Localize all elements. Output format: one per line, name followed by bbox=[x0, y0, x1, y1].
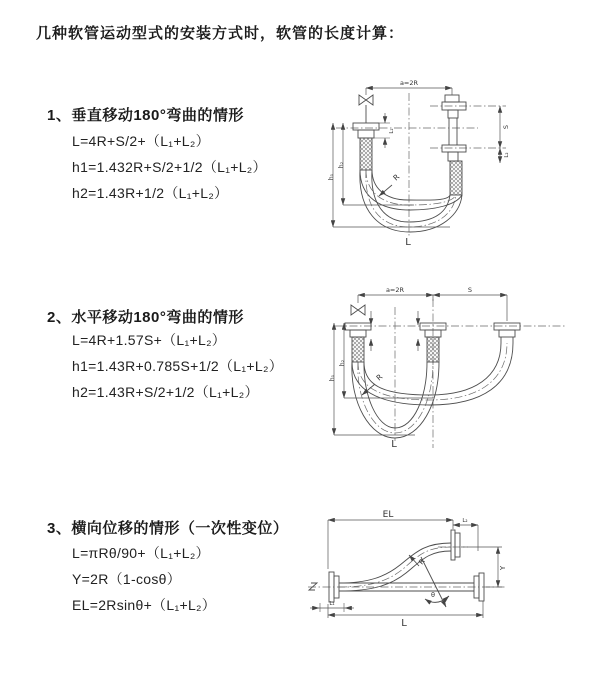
diagram-lateral-displacement bbox=[300, 505, 600, 660]
dim-label-l1: L₁ bbox=[389, 128, 395, 134]
dim-label-l2: L₂ bbox=[462, 518, 468, 524]
length-label: L bbox=[405, 237, 411, 248]
length-label: L bbox=[401, 618, 407, 629]
dim-label-l1: L₁ bbox=[329, 601, 335, 607]
section-1-formulas bbox=[72, 128, 267, 206]
formula-line: L=4R+1.57S+（L₁+L₂） bbox=[72, 332, 227, 348]
dim-label-el: EL bbox=[382, 510, 394, 520]
diagram-horizontal-180-bend bbox=[315, 283, 585, 453]
radius-label: R bbox=[391, 172, 402, 183]
formula-line: L=4R+S/2+（L₁+L₂） bbox=[72, 133, 210, 149]
formula-line: EL=2Rsinθ+（L₁+L₂） bbox=[72, 597, 217, 613]
dim-label-h1: h₁ bbox=[329, 374, 336, 382]
section-3-heading: 3、横向位移的情形（一次性变位） bbox=[47, 520, 289, 537]
theta-label: θ bbox=[431, 591, 435, 599]
dim-label-h2: h₂ bbox=[339, 359, 346, 367]
diagram-vertical-180-bend bbox=[300, 75, 590, 260]
formula-line: h2=1.43R+1/2（L₁+L₂） bbox=[72, 185, 229, 201]
dim-label-s: S bbox=[502, 124, 510, 130]
section-3-formulas bbox=[72, 540, 216, 618]
formula-line: L=πRθ/90+（L₁+L₂） bbox=[72, 545, 210, 561]
valve-icon bbox=[359, 95, 373, 105]
dimensions bbox=[334, 295, 507, 435]
page-title: 几种软管运动型式的安装方式时，软管的长度计算： bbox=[36, 25, 405, 42]
formula-line: h1=1.43R+0.785S+1/2（L₁+L₂） bbox=[72, 358, 283, 374]
dim-label-span: a=2R bbox=[385, 286, 405, 294]
dim-label-span: a=2R bbox=[399, 79, 419, 87]
dim-label-y: Y bbox=[499, 565, 507, 571]
dim-label-h1: h₁ bbox=[328, 173, 335, 181]
radius-label: R bbox=[374, 372, 385, 383]
formula-line: h2=1.43R+S/2+1/2（L₁+L₂） bbox=[72, 384, 259, 400]
dim-label-l2: L₂ bbox=[504, 152, 510, 158]
section-1-heading: 1、垂直移动180°弯曲的情形 bbox=[47, 107, 244, 124]
dim-label-s: S bbox=[467, 286, 473, 294]
valve-icon bbox=[351, 305, 365, 315]
centerlines bbox=[308, 547, 505, 587]
dimensions bbox=[310, 520, 502, 618]
length-label: L bbox=[391, 439, 397, 450]
radius-label: R bbox=[417, 557, 427, 567]
formula-line: h1=1.432R+S/2+1/2（L₁+L₂） bbox=[72, 159, 267, 175]
formula-line: Y=2R（1-cosθ） bbox=[72, 571, 182, 587]
section-2-formulas bbox=[72, 327, 283, 405]
section-2-heading: 2、水平移动180°弯曲的情形 bbox=[47, 309, 244, 326]
dim-label-h2: h₂ bbox=[338, 161, 345, 169]
centerlines bbox=[335, 299, 567, 448]
dimensions bbox=[333, 88, 500, 227]
hose-drawing bbox=[353, 95, 466, 232]
hose-drawing bbox=[309, 530, 484, 607]
break-symbol bbox=[309, 583, 317, 590]
